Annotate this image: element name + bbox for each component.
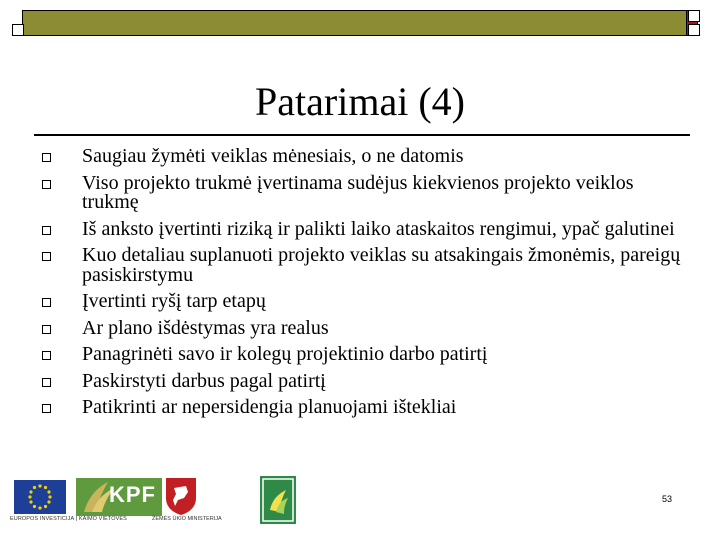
square-bullet-icon (42, 180, 51, 189)
square-bullet-icon (42, 351, 51, 360)
eu-caption: EUROPOS INVESTICIJA Į KAIMO VIETOVES (10, 516, 127, 522)
coat-of-arms-logo (164, 476, 198, 516)
bullet-item (40, 398, 690, 418)
square-bullet-icon (42, 378, 51, 387)
top-decorative-bar (22, 10, 698, 36)
bullet-text: Kuo detaliau suplanuoti projekto veiklas su atsakingais žmonėmis, pareigų pasiskirstymu (82, 244, 681, 286)
slide-title: Patarimai (4) (255, 79, 465, 124)
bullet-text: Panagrinėti savo ir kolegų projektinio darbo patirtį (82, 343, 488, 365)
corner-square-bottom-right (688, 24, 700, 36)
square-bullet-icon (42, 153, 51, 162)
bullet-text: Saugiau žymėti veiklas mėnesiais, o ne datomis (82, 145, 464, 167)
kpf-text: KPF (109, 482, 156, 507)
bullet-text: Paskirstyti darbus pagal patirtį (82, 369, 326, 392)
square-bullet-icon (42, 252, 51, 261)
leader-logo (260, 476, 296, 524)
bullet-text: Įvertinti ryšį tarp etapų (82, 290, 266, 312)
bullet-text: Ar plano išdėstymas yra realus (82, 316, 329, 339)
bullet-text: Iš anksto įvertinti riziką ir palikti laiko ataskaitos rengimui, ypač galutinei (82, 217, 675, 240)
bullet-item (40, 369, 690, 392)
kpf-logo (76, 478, 162, 516)
bullet-item (40, 316, 690, 339)
bullet-item (40, 147, 690, 167)
square-bullet-icon (42, 226, 51, 235)
top-bar-olive-band (23, 11, 686, 35)
bullet-text: Viso projekto trukmė įvertinama sudėjus kiekvienos projekto veiklos trukmę (82, 171, 634, 213)
ministry-caption: ŽEMĖS ŪKIO MINISTERIJA (152, 516, 222, 522)
bullet-item (40, 171, 690, 213)
corner-square-top-right (688, 10, 700, 22)
bullet-item (40, 217, 690, 240)
corner-square-bottom-left (12, 24, 24, 36)
page-number: 53 (662, 494, 673, 504)
square-bullet-icon (42, 298, 51, 307)
bullet-item (40, 345, 690, 365)
bullet-item (40, 292, 690, 312)
square-bullet-icon (42, 404, 51, 413)
square-bullet-icon (42, 325, 51, 334)
bullet-list (40, 147, 690, 425)
bullet-item (40, 246, 690, 285)
eu-flag-logo (14, 480, 66, 514)
title-underline (34, 134, 690, 136)
bullet-text: Patikrinti ar nepersidengia planuojami ištekliai (82, 396, 457, 418)
